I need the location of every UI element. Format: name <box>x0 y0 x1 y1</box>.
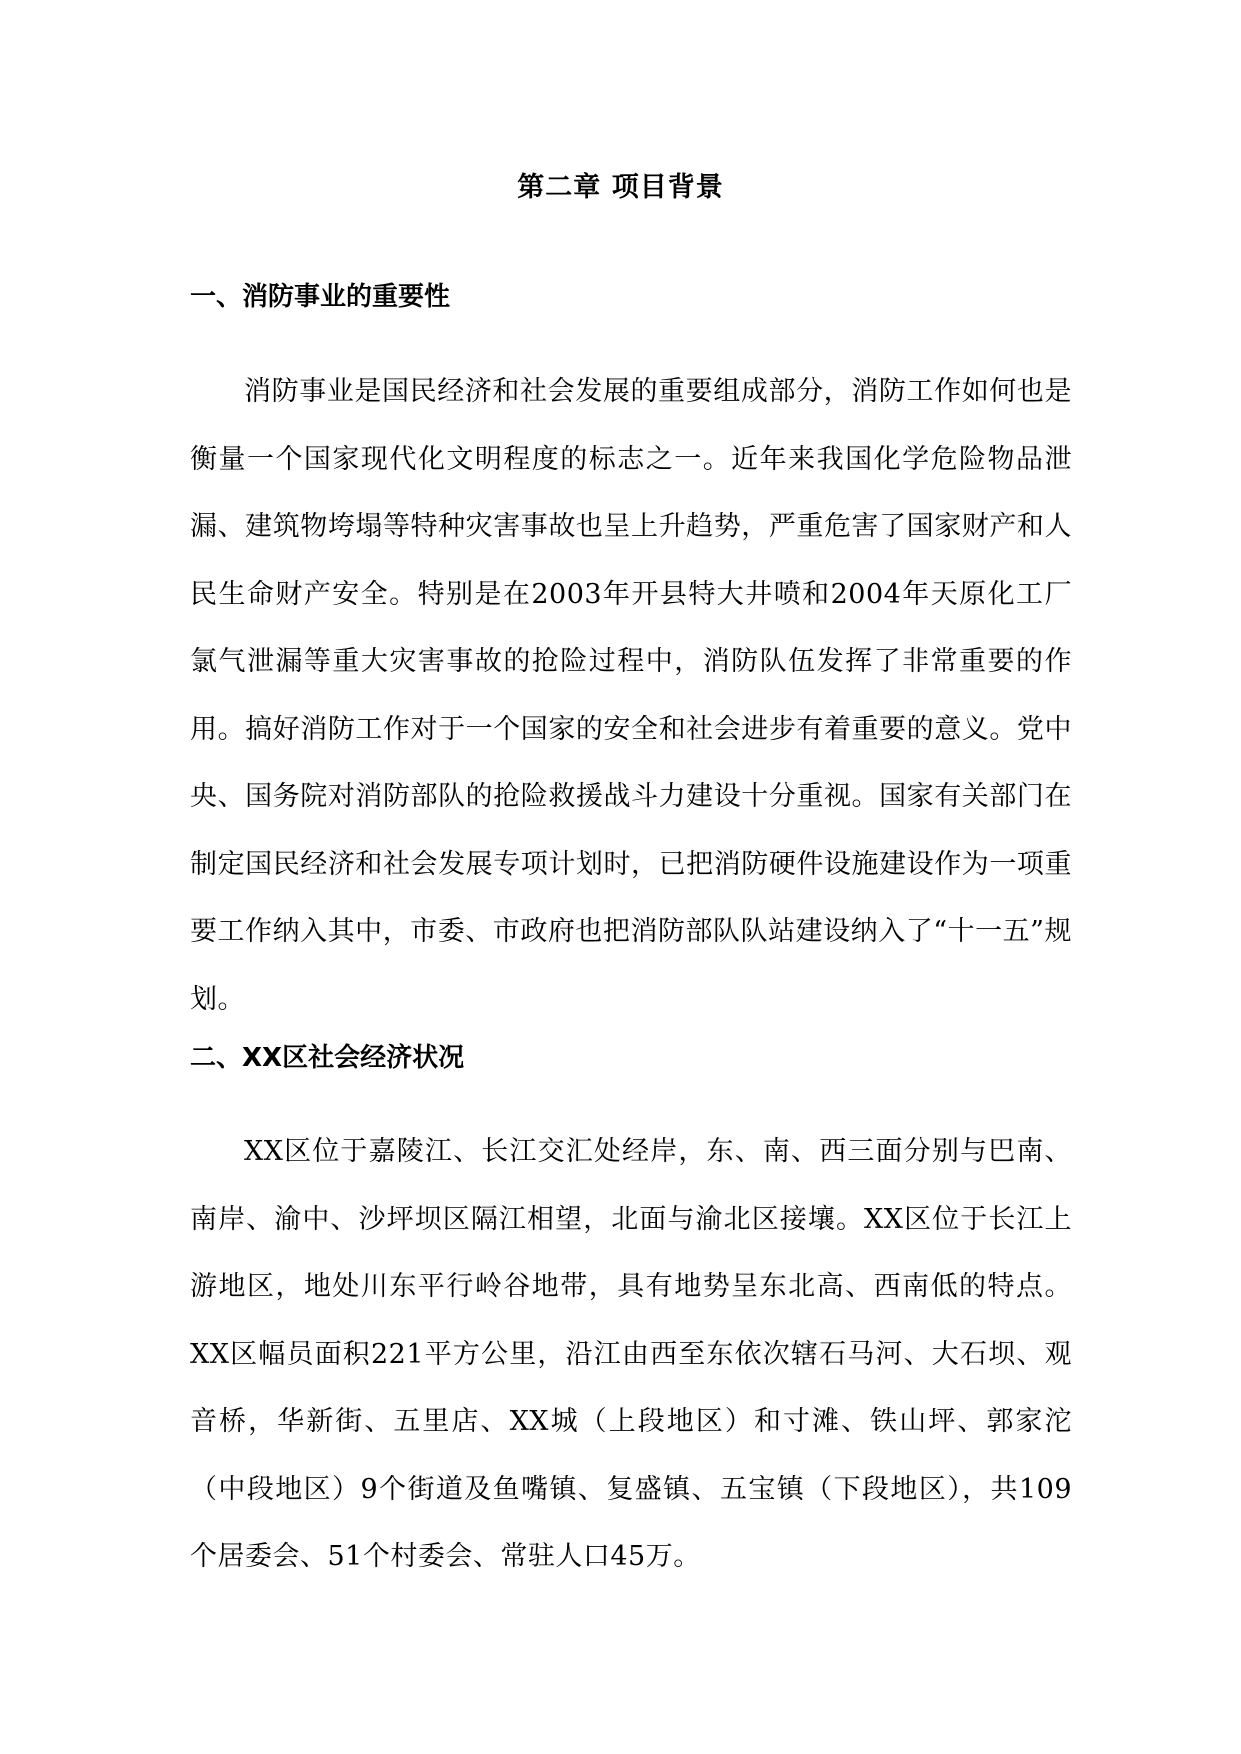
section-heading-economy: 二、XX区社会经济状况 <box>190 1043 465 1073</box>
chapter-title: 第二章 项目背景 <box>517 172 724 203</box>
section-paragraph-economy: XX区位于嘉陵江、长江交汇处经岸，东、南、西三面分别与巴南、南岸、渝中、沙坪坝区隔江相望，北面与渝北区接壤。XX区位于长江上游地区，地处川东平行岭谷地带，具有地势呈东北高、西南低的特点。XX区幅员面积221平方公里，沿江由西至东依次辖石马河、大石坝、观音桥，华新街、五里店、XX城（上段地区）和寸滩、铁山坪、郭家沱（中段地区）9个街道及鱼嘴镇、复盛镇、五宝镇（下段地区），共109个居委会、51个村委会、常驻人口45万。 <box>190 1136 1072 1572</box>
section-paragraph-importance: 消防事业是国民经济和社会发展的重要组成部分，消防工作如何也是衡量一个国家现代化文明程度的标志之一。近年来我国化学危险物品泄漏、建筑物垮塌等特种灾害事故也呈上升趋势，严重危害了国家财产和人民生命财产安全。特别是在2003年开县特大井喷和2004年天原化工厂氯气泄漏等重大灾害事故的抢险过程中，消防队伍发挥了非常重要的作用。搞好消防工作对于一个国家的安全和社会进步有着重要的意义。党中央、国务院对消防部队的抢险救援战斗力建设十分重视。国家有关部门在制定国民经济和社会发展专项计划时，已把消防硬件设施建设作为一项重要工作纳入其中，市委、市政府也把消防部队队站建设纳入了“十一五”规划。 <box>190 376 1072 1015</box>
section-heading-importance: 一、消防事业的重要性 <box>190 282 451 312</box>
